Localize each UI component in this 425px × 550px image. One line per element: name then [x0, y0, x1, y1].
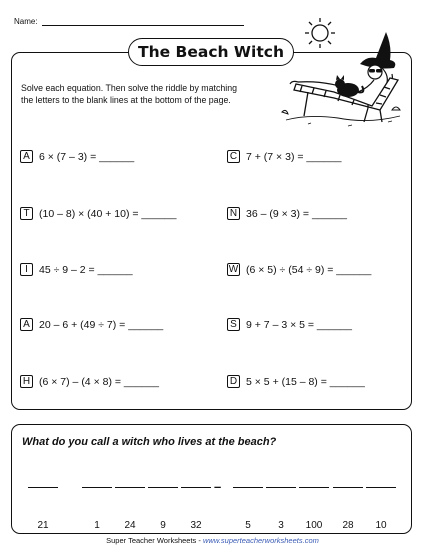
blank-number: 9 [160, 520, 166, 531]
equation-letter-box: I [20, 263, 33, 276]
name-blank-line [42, 16, 244, 26]
sun-icon [305, 18, 335, 48]
page-title: The Beach Witch [128, 38, 294, 66]
answer-blank [148, 487, 178, 488]
equation-text: (6 × 7) – (4 × 8) = ______ [39, 375, 159, 388]
blank-number: 100 [305, 520, 323, 531]
footer-link[interactable]: www.superteacherworksheets.com [202, 536, 319, 545]
word-separator: – [214, 479, 222, 494]
equation-text: (6 × 5) ÷ (54 ÷ 9) = ______ [246, 263, 372, 276]
blank-number: 1 [94, 520, 100, 531]
blank-number: 10 [375, 520, 387, 531]
answer-blank [333, 487, 363, 488]
blank-number: 28 [342, 520, 354, 531]
equation-item [20, 207, 176, 220]
equation-letter-box: T [20, 207, 33, 220]
equation-item [227, 150, 341, 163]
answer-blank [299, 487, 329, 488]
equation-item [227, 207, 347, 220]
instructions-text: Solve each equation. Then solve the riddle by matching the letters to the blank lines at the bottom of the page. [21, 83, 237, 105]
blank-number: 5 [245, 520, 251, 531]
answer-blank [233, 487, 263, 488]
answer-blank [28, 487, 58, 488]
equation-item [227, 375, 365, 388]
equation-text: 5 × 5 + (15 – 8) = ______ [246, 375, 365, 388]
name-field [14, 16, 244, 26]
equation-text: 7 + (7 × 3) = ______ [246, 150, 342, 163]
equation-item [20, 375, 159, 388]
equation-item [20, 318, 163, 331]
riddle-question: What do you call a witch who lives at the beach? [22, 436, 277, 448]
equation-item [227, 263, 371, 276]
equation-letter-box: A [20, 150, 33, 163]
equation-letter-box: N [227, 207, 240, 220]
blank-number: 32 [190, 520, 202, 531]
answer-blank [366, 487, 396, 488]
equation-letter-box: A [20, 318, 33, 331]
blank-number: 3 [278, 520, 284, 531]
footer-text: Super Teacher Worksheets - [106, 536, 203, 545]
equation-text: 20 – 6 + (49 ÷ 7) = ______ [39, 318, 164, 331]
equation-letter-box: C [227, 150, 240, 163]
equation-item [20, 150, 134, 163]
answer-blank [115, 487, 145, 488]
equation-letter-box: S [227, 318, 240, 331]
blank-number: 24 [124, 520, 136, 531]
answer-blank [266, 487, 296, 488]
equation-text: 45 ÷ 9 – 2 = ______ [39, 263, 133, 276]
name-label: Name: [14, 17, 38, 26]
blank-number: 21 [37, 520, 49, 531]
answer-blank [82, 487, 112, 488]
equation-letter-box: D [227, 375, 240, 388]
equation-letter-box: H [20, 375, 33, 388]
equation-letter-box: W [228, 264, 239, 275]
equation-text: 6 × (7 – 3) = ______ [39, 150, 135, 163]
equation-item [227, 318, 352, 331]
equation-item [20, 263, 133, 276]
answer-blank [181, 487, 211, 488]
equation-text: 36 – (9 × 3) = ______ [246, 207, 347, 220]
footer [0, 536, 425, 545]
equation-text: (10 – 8) × (40 + 10) = ______ [39, 207, 177, 220]
equation-text: 9 + 7 – 3 × 5 = ______ [246, 318, 352, 331]
